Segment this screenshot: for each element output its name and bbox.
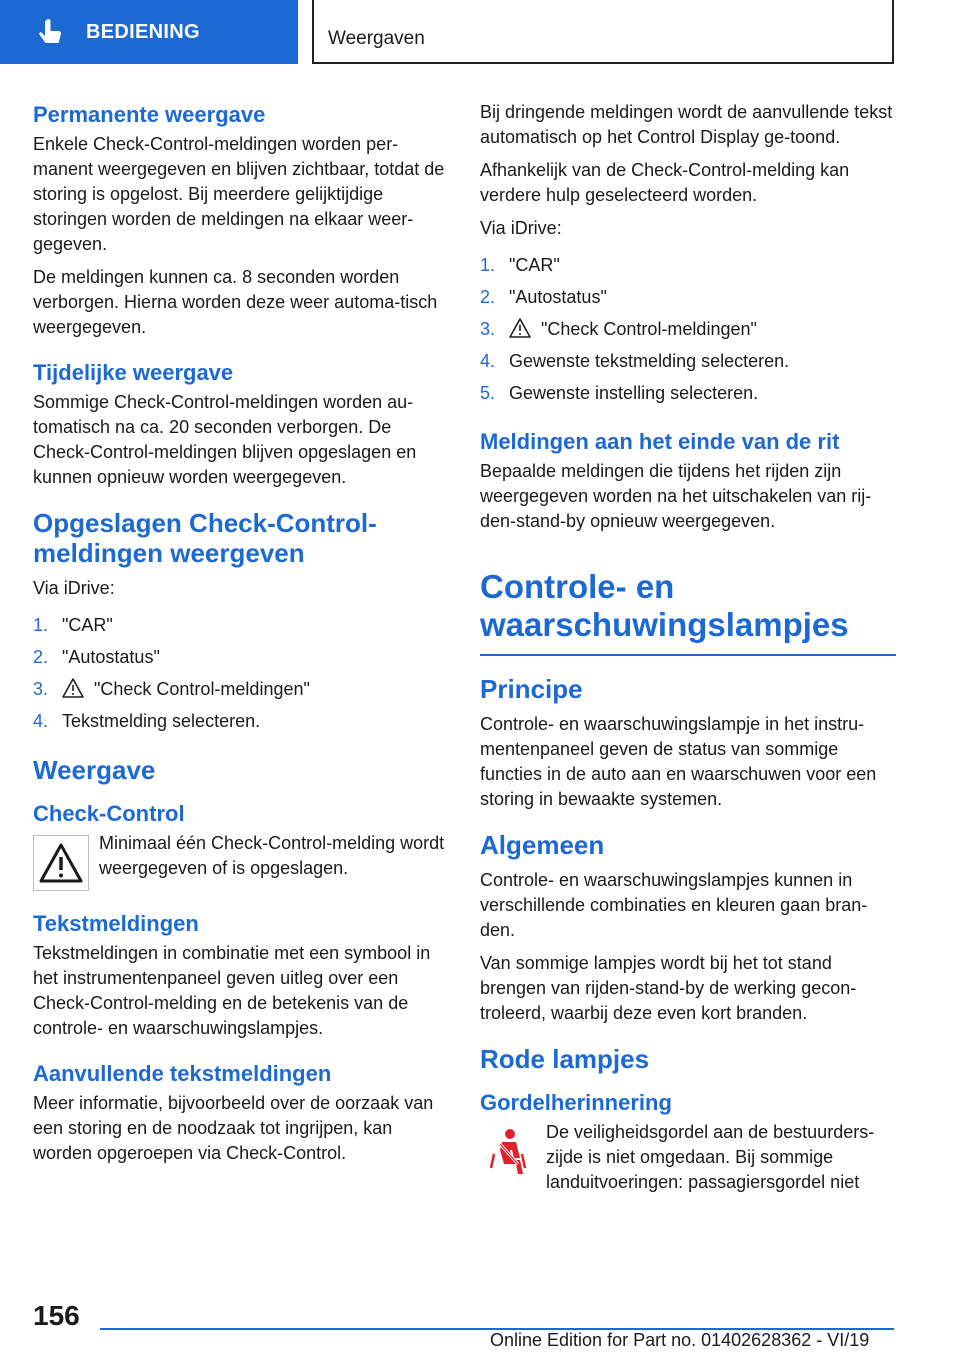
paragraph: De veiligheidsgordel aan de bestuurders-zijde is niet omgedaan. Bij sommige landuitvoeringen: passagiersgordel niet: [546, 1122, 875, 1192]
warning-triangle-icon: [33, 835, 89, 891]
paragraph: Tekstmeldingen in combinatie met een symbool in het instrumentenpaneel geven uitleg over een Check-Control-melding en de betekenis van de controle- en waarschuwingslampjes.: [33, 943, 431, 1038]
steps-list-left: [33, 609, 449, 737]
page-number: 156: [33, 1300, 80, 1331]
warning-triangle-icon: [509, 318, 531, 338]
left-column: [33, 100, 449, 1174]
section-tab[interactable]: [0, 0, 298, 64]
heading-opgeslagen: Opgeslagen Check-Control-meldingen weergeven: [33, 508, 377, 568]
heading-gordelherinnering: Gordelherinnering: [480, 1090, 672, 1115]
heading-einde-rit: Meldingen aan het einde van de rit: [480, 429, 840, 454]
warning-triangle-icon: [62, 678, 84, 698]
paragraph: Sommige Check-Control-meldingen worden au-tomatisch na ca. 20 seconden verborgen. De Check-Control-meldingen blijven opgeslagen en kunnen opnieuw worden weergegeven.: [33, 392, 417, 487]
list-item: 3. "Check Control-meldingen": [33, 679, 310, 699]
seatbelt-warning-icon: [480, 1124, 536, 1180]
heading-algemeen: Algemeen: [480, 830, 605, 860]
gordel-row: [480, 1124, 896, 1203]
paragraph: Bepaalde meldingen die tijdens het rijden zijn weergegeven worden na het uitschakelen van rij-den-stand-by opnieuw weergegeven.: [480, 461, 872, 531]
hand-pointer-icon: [36, 18, 66, 48]
heading-permanent: Permanente weergave: [33, 102, 266, 127]
paragraph: Afhankelijk van de Check-Control-melding kan verdere hulp geselecteerd worden.: [480, 160, 850, 205]
paragraph: Enkele Check-Control-meldingen worden per-manent weergegeven en blijven zichtbaar, totdat de storing is opgelost. Bij meerdere gelijktijdige storingen worden de meldingen na elkaar weer-gegeven.: [33, 134, 445, 254]
list-item: 5. Gewenste instelling selecteren.: [480, 383, 759, 403]
heading-controle-lampjes: Controle- en waarschuwingslampjes: [480, 568, 849, 643]
heading-check-control: Check-Control: [33, 801, 185, 826]
paragraph: Meer informatie, bijvoorbeeld over de oorzaak van een storing en de noodzaak tot ingrijpen, kan worden opgeroepen via Check-Control.: [33, 1093, 434, 1163]
heading-tijdelijk: Tijdelijke weergave: [33, 360, 234, 385]
list-item: 2. "Autostatus": [480, 287, 607, 307]
heading-rule: [480, 654, 896, 656]
section-label: BEDIENING: [86, 21, 200, 43]
via-idrive: Via iDrive:: [33, 578, 115, 598]
heading-weergave: Weergave: [33, 755, 156, 785]
paragraph: Minimaal één Check-Control-melding wordt weergegeven of is opgeslagen.: [99, 833, 445, 878]
paragraph: Van sommige lampjes wordt bij het tot stand brengen van rijden-stand-by de werking gecon-troleerd, waarbij deze even kort branden.: [480, 953, 857, 1023]
paragraph: Controle- en waarschuwingslampjes kunnen in verschillende combinaties en kleuren gaan bran-den.: [480, 870, 868, 940]
via-idrive: Via iDrive:: [480, 218, 562, 238]
check-control-row: [33, 835, 449, 891]
paragraph: Controle- en waarschuwingslampje in het instru-mentenpaneel geven de status van sommige functies in de auto aan en waarschuwen voor een storing in bewaakte systemen.: [480, 714, 877, 809]
chapter-title: Weergaven: [328, 28, 425, 49]
list-item: 1. "CAR": [480, 255, 560, 275]
list-item: 3. "Check Control-meldingen": [480, 319, 757, 339]
steps-list-right: [480, 249, 896, 409]
paragraph: Bij dringende meldingen wordt de aanvullende tekst automatisch op het Control Display ge-toond.: [480, 102, 893, 147]
right-column: [480, 100, 896, 1213]
heading-principe: Principe: [480, 674, 583, 704]
paragraph: De meldingen kunnen ca. 8 seconden worden verborgen. Hierna worden deze weer automa-tisch weergegeven.: [33, 267, 438, 337]
heading-rode-lampjes: Rode lampjes: [480, 1044, 650, 1074]
list-item: 4. Gewenste tekstmelding selecteren.: [480, 351, 790, 371]
chapter-header: [312, 0, 894, 64]
list-item: 1. "CAR": [33, 615, 113, 635]
edition-text: Online Edition for Part no. 01402628362 - VI/19: [490, 1330, 870, 1350]
heading-aanvullend: Aanvullende tekstmeldingen: [33, 1061, 332, 1086]
list-item: 4. Tekstmelding selecteren.: [33, 711, 261, 731]
heading-tekstmeldingen: Tekstmeldingen: [33, 911, 199, 936]
list-item: 2. "Autostatus": [33, 647, 160, 667]
